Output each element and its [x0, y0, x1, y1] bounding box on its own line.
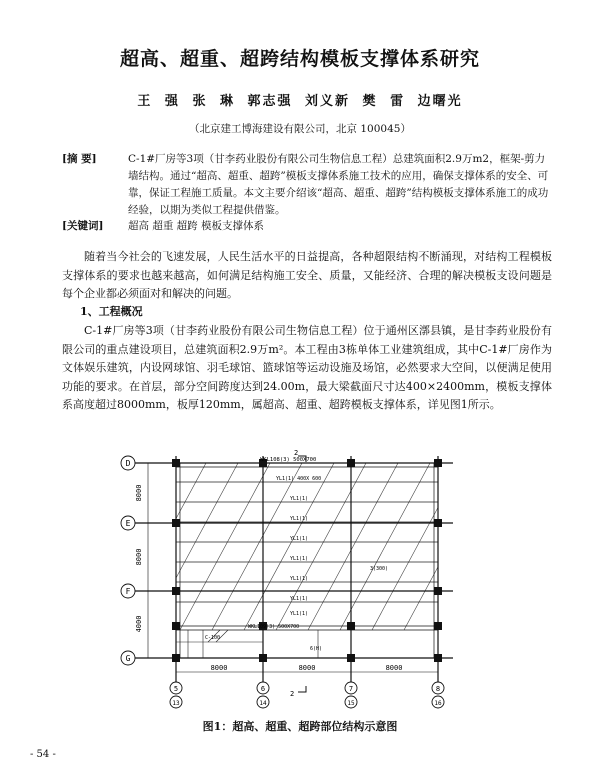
col-dim-2: 8000 [298, 664, 316, 672]
col-dim-1: 8000 [210, 664, 228, 672]
row-dimension-line [144, 463, 152, 658]
keywords [62, 218, 552, 235]
lower-bay-details [176, 630, 318, 658]
row-axis-d: D [125, 459, 131, 468]
row-axis-f: F [125, 587, 131, 596]
top-section-mark: 2 [294, 450, 299, 457]
beam-label-3: YL1(1) [290, 516, 309, 522]
section-paragraph: C-1#厂房等3项（甘李药业股份有限公司生物信息工程）位于通州区漷县镇，是甘李药业股份有限公司的重点建设项目，总建筑面积2.9万m²。本工程由3栋单体工业建筑组成，其中C-1#厂房作为文体娱乐建筑，内设网球馆、羽毛球馆、篮球馆等运动设施及场馆，必然要求大空间，以便满足使用功能的要求。在首层，部分空间跨度达到24.00m，最大梁截面尺寸达400×2400mm，模板支撑体系高度超过8000mm，板厚120mm，属超高、超重、超跨模板支撑体系，详见图1所示。 [62, 324, 552, 411]
hatch-pattern [116, 463, 478, 630]
side-beam-label: C-100 [205, 635, 221, 641]
row-axis-e: E [125, 519, 131, 528]
col-axis-5: 5 [173, 685, 179, 693]
vertical-label: 6(H) [310, 646, 323, 652]
bottom-section-mark: 2 [290, 690, 295, 698]
affiliation: （北京建工博海建设有限公司，北京 100045） [189, 123, 411, 135]
col-axis-14: 14 [259, 700, 267, 707]
col-axis-16: 16 [434, 700, 442, 707]
col-axis-bubbles [170, 682, 444, 708]
section-marks [298, 456, 306, 692]
intro-paragraph: 随着当今社会的飞速发展，人民生活水平的日益提高，各种超限结构不断涌现，对结构工程模板支撑体系的要求也越来越高，如何满足结构施工安全、质量，又能经济、合理的解决模板支设问题是每个企业都必须面对和解决的问题。 [62, 250, 552, 300]
col-axis-8: 8 [435, 685, 441, 693]
row-axis-bubbles [121, 456, 135, 665]
abstract-text: C-1#厂房等3项（甘李药业股份有限公司生物信息工程）总建筑面积2.9万m2，框架-剪力墙结构。通过“超高、超重、超跨”模板支撑体系施工技术的应用，确保支撑体系的安全、可靠，保证工程施工质量。本文主要介绍该“超高、超重、超跨”结构模板支撑体系施工的成功经验，以期为类似工程提供借鉴。 [128, 153, 549, 216]
row-dim-3: 4000 [135, 615, 143, 633]
abstract [62, 151, 552, 219]
beam-label-right: 3(300) [370, 566, 389, 572]
keywords-text: 超高 超重 超跨 模板支撑体系 [128, 220, 265, 232]
keywords-label: [关键词] [62, 220, 104, 232]
col-axis-6: 6 [260, 685, 266, 693]
beam-label-2: YL1(1) [290, 496, 309, 502]
page-number: - 54 - [30, 749, 56, 760]
row-dim-2: 8000 [135, 548, 143, 566]
col-axis-7: 7 [348, 685, 354, 693]
structure-figure [108, 450, 478, 716]
beam-label-5: YL1(1) [290, 556, 309, 562]
beam-label-small: YL1(1) [290, 611, 309, 617]
col-axis-13: 13 [172, 700, 180, 707]
section-heading: 1、工程概况 [80, 305, 143, 318]
row-dim-1: 8000 [135, 484, 143, 502]
paper-title: 超高、超重、超跨结构模板支撑体系研究 [119, 48, 480, 70]
structure-drawing [108, 450, 478, 712]
top-beam-label: WKL108(3) 500X700 [260, 457, 317, 463]
figure-caption: 图1：超高、超重、超跨部位结构示意图 [202, 720, 398, 733]
beam-label-6: YL1(1) [290, 576, 309, 582]
bottom-beam-label: WKL109(3) 500X700 [248, 624, 300, 630]
beam-label-4: YL1(1) [290, 536, 309, 542]
row-axis-g: G [125, 654, 131, 663]
abstract-label: [摘 要] [62, 153, 97, 165]
authors: 王 强 张 琳 郭志强 刘义新 樊 雷 边曙光 [137, 94, 463, 109]
col-dim-3: 8000 [385, 664, 403, 672]
beam-label-top: YL1(1) 400X 600 [276, 476, 322, 482]
col-axis-15: 15 [347, 700, 355, 707]
beam-label-7: YL1(1) [290, 596, 309, 602]
